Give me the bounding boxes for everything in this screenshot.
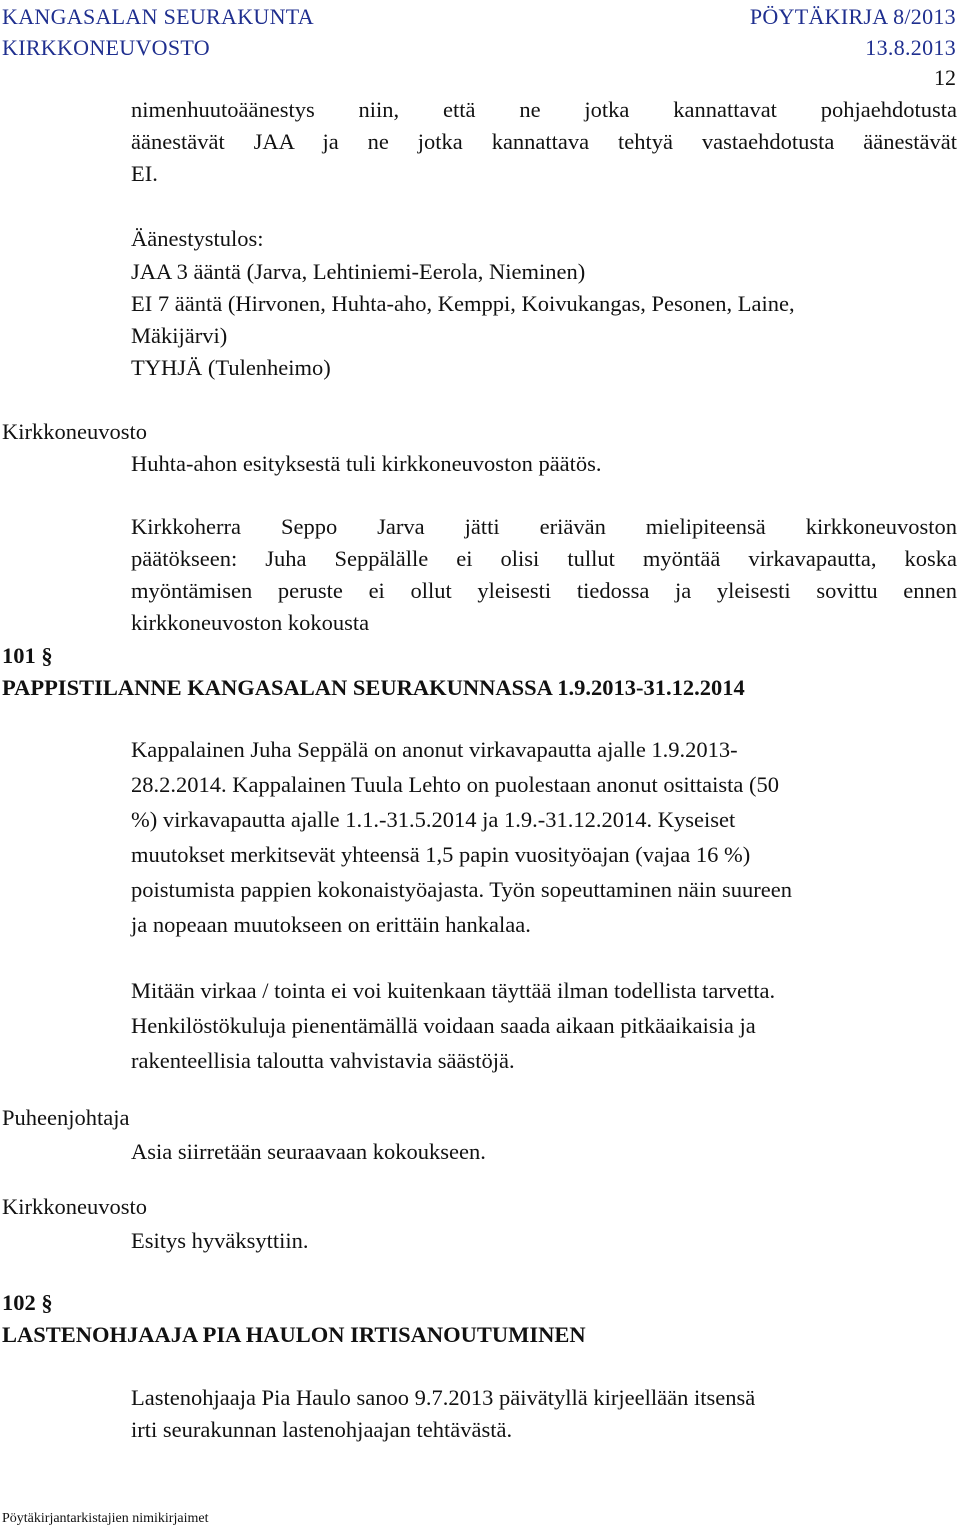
paragraph-line: 28.2.2014. Kappalainen Tuula Lehto on puolestaan anonut osittaista (50 — [131, 772, 780, 797]
section-102-number: 102 § — [2, 1290, 53, 1315]
vote-heading: Äänestystulos: — [131, 226, 264, 251]
dissent-line-4: kirkkoneuvoston kokousta — [131, 610, 370, 635]
paragraph-line: Henkilöstökuluja pienentämällä voidaan saada aikaan pitkäaikaisia ja — [131, 1013, 756, 1038]
decision-role-label: Kirkkoneuvosto — [2, 419, 147, 444]
section-102-title: LASTENOHJAAJA PIA HAULON IRTISANOUTUMINEN — [2, 1322, 586, 1347]
dissent-line-3: myöntämisen peruste ei ollut yleisesti tiedossa ja yleisesti sovittu ennen — [131, 578, 957, 603]
intro-line-2: äänestävät JAA ja ne jotka kannattava tehtyä vastaehdotusta äänestävät — [131, 129, 957, 154]
paragraph-line: Mitään virkaa / tointa ei voi kuitenkaan täyttää ilman todellista tarvetta. — [131, 978, 776, 1003]
intro-line-1: nimenhuutoäänestys niin, että ne jotka kannattavat pohjaehdotusta — [131, 97, 957, 122]
section-101-number: 101 § — [2, 643, 53, 668]
paragraph-line: %) virkavapautta ajalle 1.1.-31.5.2014 ja 1.9.-31.12.2014. Kyseiset — [131, 807, 736, 832]
section-102-line-2: irti seurakunnan lastenohjaajan tehtävästä. — [131, 1417, 513, 1442]
header-date: 13.8.2013 — [865, 35, 956, 60]
section-101-title: PAPPISTILANNE KANGASALAN SEURAKUNNASSA 1.9.2013-31.12.2014 — [2, 675, 745, 700]
decision-text: Huhta-ahon esityksestä tuli kirkkoneuvoston päätös. — [131, 451, 602, 476]
paragraph-line: muutokset merkitsevät yhteensä 1,5 papin vuosityöajan (vajaa 16 %) — [131, 842, 751, 867]
vote-ei-line-1: EI 7 ääntä (Hirvonen, Huhta-aho, Kemppi, Koivukangas, Pesonen, Laine, — [131, 291, 795, 316]
intro-line-3: EI. — [131, 161, 158, 186]
footer-initials-label: Pöytäkirjantarkistajien nimikirjaimet — [2, 1511, 209, 1526]
chair-proposal-text: Asia siirretään seuraavaan kokoukseen. — [131, 1139, 486, 1164]
header-organization: KANGASALAN SEURAKUNTA — [2, 4, 314, 29]
vote-tyhja: TYHJÄ (Tulenheimo) — [131, 355, 331, 380]
section-102-line-1: Lastenohjaaja Pia Haulo sanoo 9.7.2013 päivätyllä kirjeellään itsensä — [131, 1385, 756, 1410]
header-document-number: PÖYTÄKIRJA 8/2013 — [749, 4, 956, 29]
board-decision-text: Esitys hyväksyttiin. — [131, 1228, 309, 1253]
page-number: 12 — [934, 65, 956, 90]
section-101-paragraph-2 — [131, 973, 957, 1078]
vote-jaa: JAA 3 ääntä (Jarva, Lehtiniemi-Eerola, Nieminen) — [131, 259, 586, 284]
vote-ei-line-2: Mäkijärvi) — [131, 323, 228, 348]
dissent-line-2: päätökseen: Juha Seppälälle ei olisi tullut myöntää virkavapautta, koska — [131, 546, 957, 571]
board-role-label: Kirkkoneuvosto — [2, 1194, 147, 1219]
chair-role-label: Puheenjohtaja — [2, 1105, 130, 1130]
paragraph-line: poistumista pappien kokonaistyöajasta. Työn sopeuttaminen näin suureen — [131, 877, 793, 902]
paragraph-line: ja nopeaan muutokseen on erittäin hankalaa. — [131, 912, 531, 937]
paragraph-line: rakenteellisia taloutta vahvistavia säästöjä. — [131, 1048, 515, 1073]
dissent-line-1: Kirkkoherra Seppo Jarva jätti eriävän mielipiteensä kirkkoneuvoston — [131, 514, 957, 539]
section-101-paragraph-1 — [131, 732, 957, 942]
header-body: KIRKKONEUVOSTO — [2, 35, 210, 60]
paragraph-line: Kappalainen Juha Seppälä on anonut virkavapautta ajalle 1.9.2013- — [131, 737, 738, 762]
